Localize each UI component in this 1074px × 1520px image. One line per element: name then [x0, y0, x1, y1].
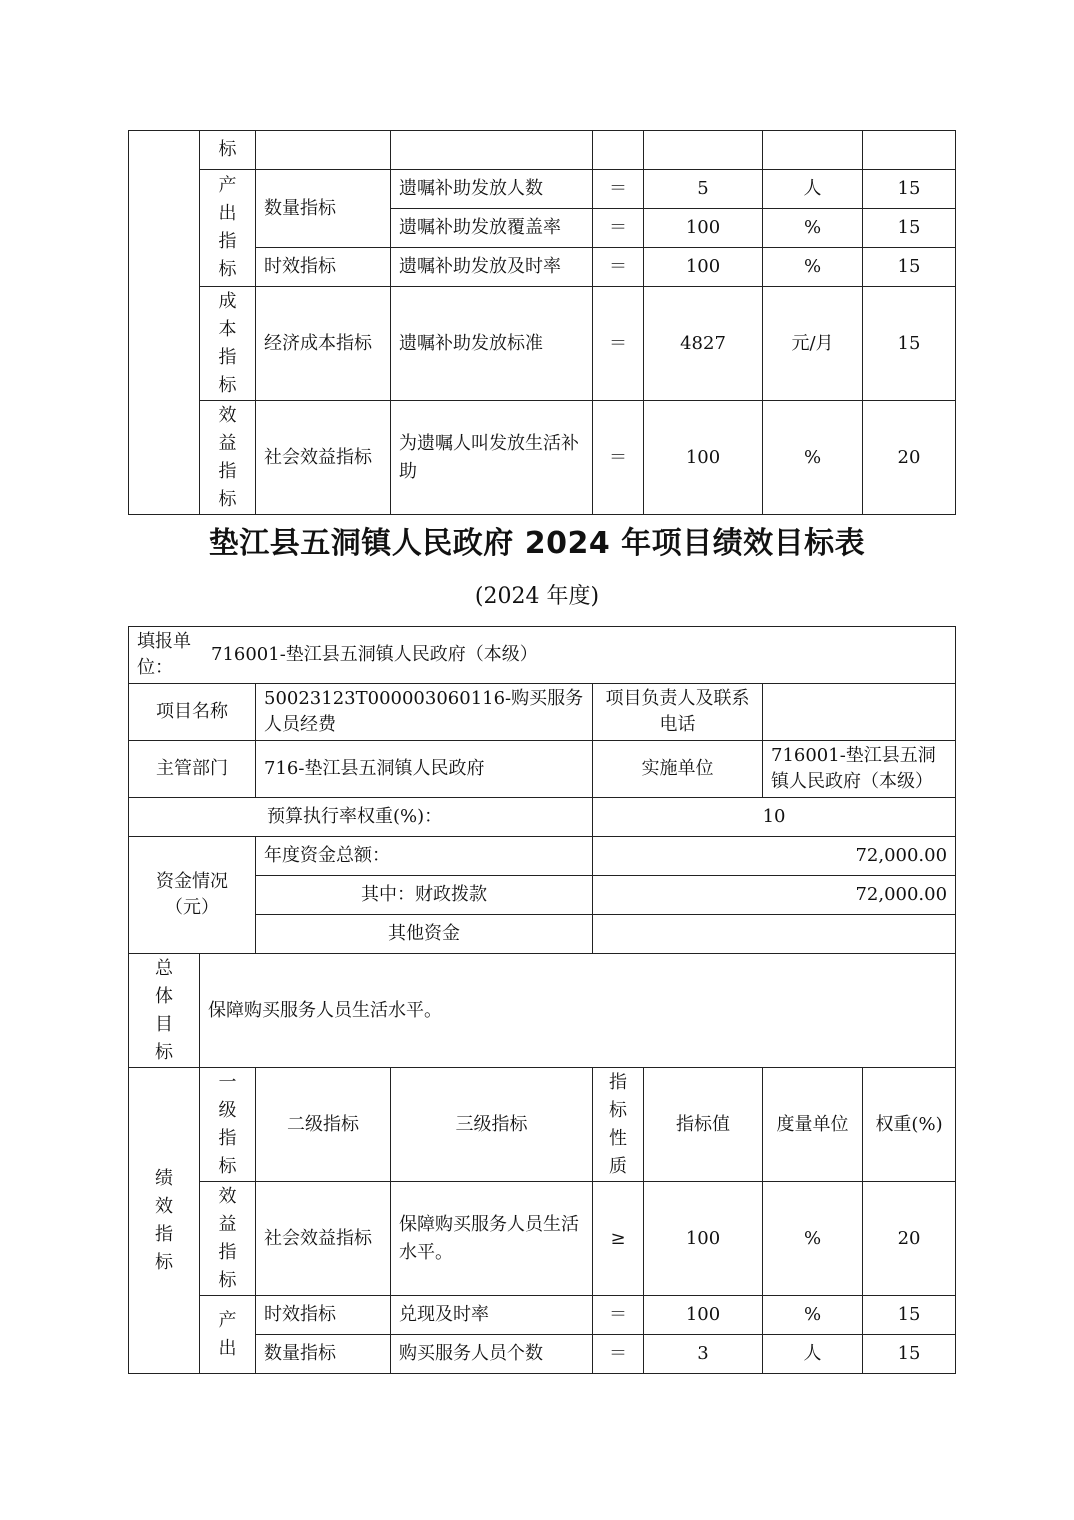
level3-cell: 为遗嘱人叫发放生活补助 — [391, 401, 593, 515]
unit-cell: 元/月 — [763, 287, 863, 401]
header-nature: 指 标 性 质 — [593, 1068, 644, 1182]
funds-fiscal-value: 72,000.00 — [593, 876, 956, 915]
value-cell: 100 — [644, 1296, 763, 1335]
level1-cell: 成 本 指 标 — [200, 287, 256, 401]
level3-cell: 保障购买服务人员生活水平。 — [391, 1182, 593, 1296]
header-level2: 二级指标 — [256, 1068, 391, 1182]
weight-cell: 15 — [863, 1335, 956, 1374]
filler-value: 716001-垫江县五洞镇人民政府（本级） — [211, 644, 538, 665]
perf-label: 绩 效 指 标 — [129, 1068, 200, 1374]
op-cell: ＝ — [593, 287, 644, 401]
level2-cell: 数量指标 — [256, 170, 391, 248]
unit-cell: % — [763, 401, 863, 515]
level2-cell: 社会效益指标 — [256, 401, 391, 515]
page-subtitle: (2024 年度) — [474, 584, 600, 609]
level2-cell: 时效指标 — [256, 1296, 391, 1335]
value-cell: 100 — [644, 248, 763, 287]
value-cell: 5 — [644, 170, 763, 209]
goal-value: 保障购买服务人员生活水平。 — [200, 954, 956, 1068]
header-value: 指标值 — [644, 1068, 763, 1182]
level2-cell: 经济成本指标 — [256, 287, 391, 401]
table-row — [129, 287, 956, 401]
level3-cell: 购买服务人员个数 — [391, 1335, 593, 1374]
value-cell: 100 — [644, 401, 763, 515]
funds-total-label: 年度资金总额： — [256, 837, 593, 876]
level1-fragment: 标 — [200, 131, 256, 170]
weight-cell: 15 — [863, 209, 956, 248]
level2-cell: 时效指标 — [256, 248, 391, 287]
page-title: 垫江县五洞镇人民政府 2024 年项目绩效目标表 — [208, 526, 866, 561]
unit-cell: 人 — [763, 170, 863, 209]
level3-cell: 遗嘱补助发放及时率 — [391, 248, 593, 287]
dept-label: 主管部门 — [129, 741, 256, 798]
op-cell: ＝ — [593, 1296, 644, 1335]
value-cell: 3 — [644, 1335, 763, 1374]
weight-cell: 15 — [863, 287, 956, 401]
header-unit: 度量单位 — [763, 1068, 863, 1182]
weight-cell: 20 — [863, 401, 956, 515]
op-cell: ＝ — [593, 209, 644, 248]
budget-weight-value: 10 — [593, 798, 956, 837]
op-cell: ＝ — [593, 401, 644, 515]
filler-label: 填报单位： — [137, 631, 191, 678]
weight-cell: 20 — [863, 1182, 956, 1296]
header-level1: 一 级 指 标 — [200, 1068, 256, 1182]
table-row — [129, 170, 956, 209]
unit-cell: % — [763, 1182, 863, 1296]
funds-total-value: 72,000.00 — [593, 837, 956, 876]
unit-cell: % — [763, 248, 863, 287]
value-cell: 100 — [644, 209, 763, 248]
funds-other-label: 其他资金 — [256, 915, 593, 954]
funds-fiscal-label: 其中：财政拨款 — [256, 876, 593, 915]
owner-label: 项目负责人及联系电话 — [593, 684, 763, 741]
value-cell: 100 — [644, 1182, 763, 1296]
table-row — [129, 1296, 956, 1335]
continued-performance-table — [128, 130, 956, 515]
header-level3: 三级指标 — [391, 1068, 593, 1182]
perf-label-cell-continued — [129, 131, 200, 515]
budget-weight-label: 预算执行率权重(%)： — [129, 798, 593, 837]
op-cell: ＝ — [593, 1335, 644, 1374]
goal-label: 总 体 目 标 — [129, 954, 200, 1068]
unit-cell: % — [763, 1296, 863, 1335]
weight-cell: 15 — [863, 1296, 956, 1335]
header-weight: 权重(%) — [863, 1068, 956, 1182]
level1-cell: 效 益 指 标 — [200, 401, 256, 515]
project-name-value: 50023123T000003060116-购买服务人员经费 — [256, 684, 593, 741]
weight-cell: 15 — [863, 248, 956, 287]
level3-cell: 遗嘱补助发放标准 — [391, 287, 593, 401]
table-row — [129, 401, 956, 515]
level2-cell: 数量指标 — [256, 1335, 391, 1374]
op-cell: ≥ — [593, 1182, 644, 1296]
weight-cell: 15 — [863, 170, 956, 209]
funds-other-value — [593, 915, 956, 954]
value-cell: 4827 — [644, 287, 763, 401]
level3-cell: 兑现及时率 — [391, 1296, 593, 1335]
level1-cell: 产 出 — [200, 1296, 256, 1374]
impl-value: 716001-垫江县五洞镇人民政府（本级） — [763, 741, 956, 798]
table-row — [129, 1182, 956, 1296]
level2-cell: 社会效益指标 — [256, 1182, 391, 1296]
level1-cell: 产 出 指 标 — [200, 170, 256, 287]
project-name-label: 项目名称 — [129, 684, 256, 741]
impl-label: 实施单位 — [593, 741, 763, 798]
op-cell: ＝ — [593, 248, 644, 287]
level1-cell: 效 益 指 标 — [200, 1182, 256, 1296]
dept-value: 716-垫江县五洞镇人民政府 — [256, 741, 593, 798]
filler-row — [129, 627, 956, 684]
owner-value — [763, 684, 956, 741]
unit-cell: % — [763, 209, 863, 248]
level3-cell: 遗嘱补助发放覆盖率 — [391, 209, 593, 248]
unit-cell: 人 — [763, 1335, 863, 1374]
funds-label: 资金情况（元） — [129, 837, 256, 954]
level3-cell: 遗嘱补助发放人数 — [391, 170, 593, 209]
performance-target-form — [128, 626, 956, 1374]
op-cell: ＝ — [593, 170, 644, 209]
